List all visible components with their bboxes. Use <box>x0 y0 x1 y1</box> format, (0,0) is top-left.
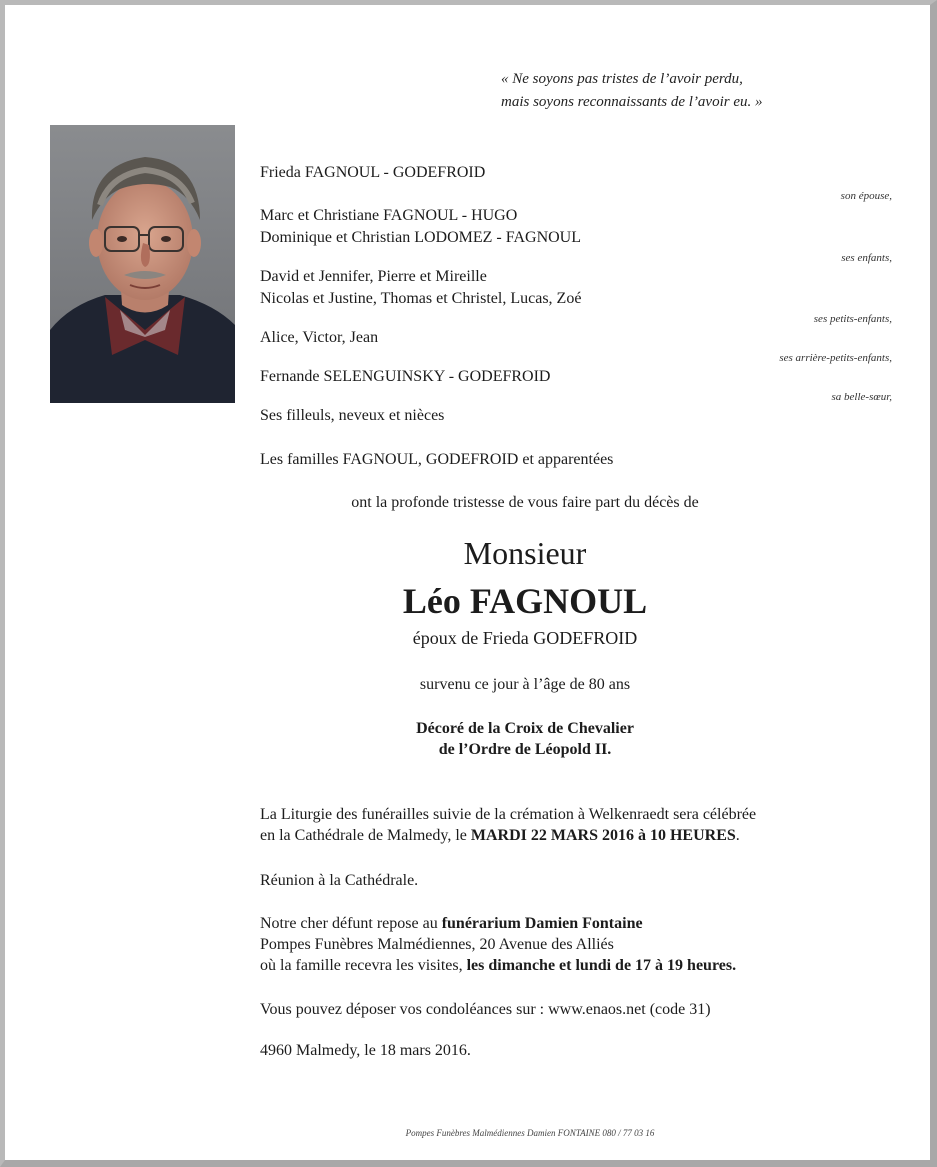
visitation-line-1 <box>260 915 643 933</box>
family-name: Nicolas et Justine, Thomas et Christel, Lucas, Zoé <box>260 290 582 307</box>
meeting-line: Réunion à la Cathédrale. <box>260 872 419 889</box>
families-line: Les familles FAGNOUL, GODEFROID et apparentées <box>260 451 614 468</box>
funeral-line-1: La Liturgie des funérailles suivie de la crémation à Welkenraedt sera célébrée <box>260 806 757 823</box>
honor-line-1: Décoré de la Croix de Chevalier <box>416 720 634 737</box>
portrait-photo <box>50 125 235 403</box>
family-relation: ses enfants, <box>841 252 892 264</box>
deceased-title: Monsieur <box>463 535 587 571</box>
visitation-line-3-pre: où la famille recevra les visites, <box>260 957 467 974</box>
funeral-date: MARDI 22 MARS 2016 à 10 HEURES <box>470 827 736 844</box>
deceased-name: Léo FAGNOUL <box>402 581 648 621</box>
family-name: Marc et Christiane FAGNOUL - HUGO <box>260 207 518 224</box>
godchildren-line: Ses filleuls, neveux et nièces <box>260 407 445 424</box>
quote-line-2: mais soyons reconnaissants de l’avoir eu. » <box>501 94 763 110</box>
visitation-line-3 <box>260 957 736 975</box>
family-name: Fernande SELENGUINSKY - GODEFROID <box>260 368 551 385</box>
family-relation: ses petits-enfants, <box>813 313 892 325</box>
quote-line-1: « Ne soyons pas tristes de l’avoir perdu, <box>501 71 743 87</box>
footer-line: Pompes Funèbres Malmédiennes Damien FONTAINE 080 / 77 03 16 <box>405 1128 655 1138</box>
funeral-line-2-post: . <box>735 827 740 844</box>
condolences-line: Vous pouvez déposer vos condoléances sur : www.enaos.net (code 31) <box>260 1001 711 1018</box>
family-name: Dominique et Christian LODOMEZ - FAGNOUL <box>260 229 581 246</box>
honor-line-2: de l’Ordre de Léopold II. <box>438 741 612 758</box>
funeral-line-2-pre: en la Cathédrale de Malmedy, le <box>260 827 471 844</box>
funeral-line-2 <box>260 827 740 845</box>
visitation-line-1-pre: Notre cher défunt repose au <box>260 915 442 932</box>
family-name: David et Jennifer, Pierre et Mireille <box>260 268 487 285</box>
family-relation: ses arrière-petits-enfants, <box>779 352 892 364</box>
visitation-line-2: Pompes Funèbres Malmédiennes, 20 Avenue des Alliés <box>260 936 614 953</box>
family-relation: son épouse, <box>840 190 892 202</box>
family-name: Alice, Victor, Jean <box>260 329 379 346</box>
family-name: Frieda FAGNOUL - GODEFROID <box>260 164 486 181</box>
funerarium-name: funérarium Damien Fontaine <box>441 915 643 932</box>
deceased-age: survenu ce jour à l’âge de 80 ans <box>419 676 631 693</box>
deceased-spouse: époux de Frieda GODEFROID <box>412 628 638 648</box>
place-date-line: 4960 Malmedy, le 18 mars 2016. <box>260 1042 471 1059</box>
announcement-line: ont la profonde tristesse de vous faire part du décès de <box>351 494 699 511</box>
visiting-hours: les dimanche et lundi de 17 à 19 heures. <box>466 957 737 974</box>
family-relation: sa belle-sœur, <box>831 391 892 403</box>
